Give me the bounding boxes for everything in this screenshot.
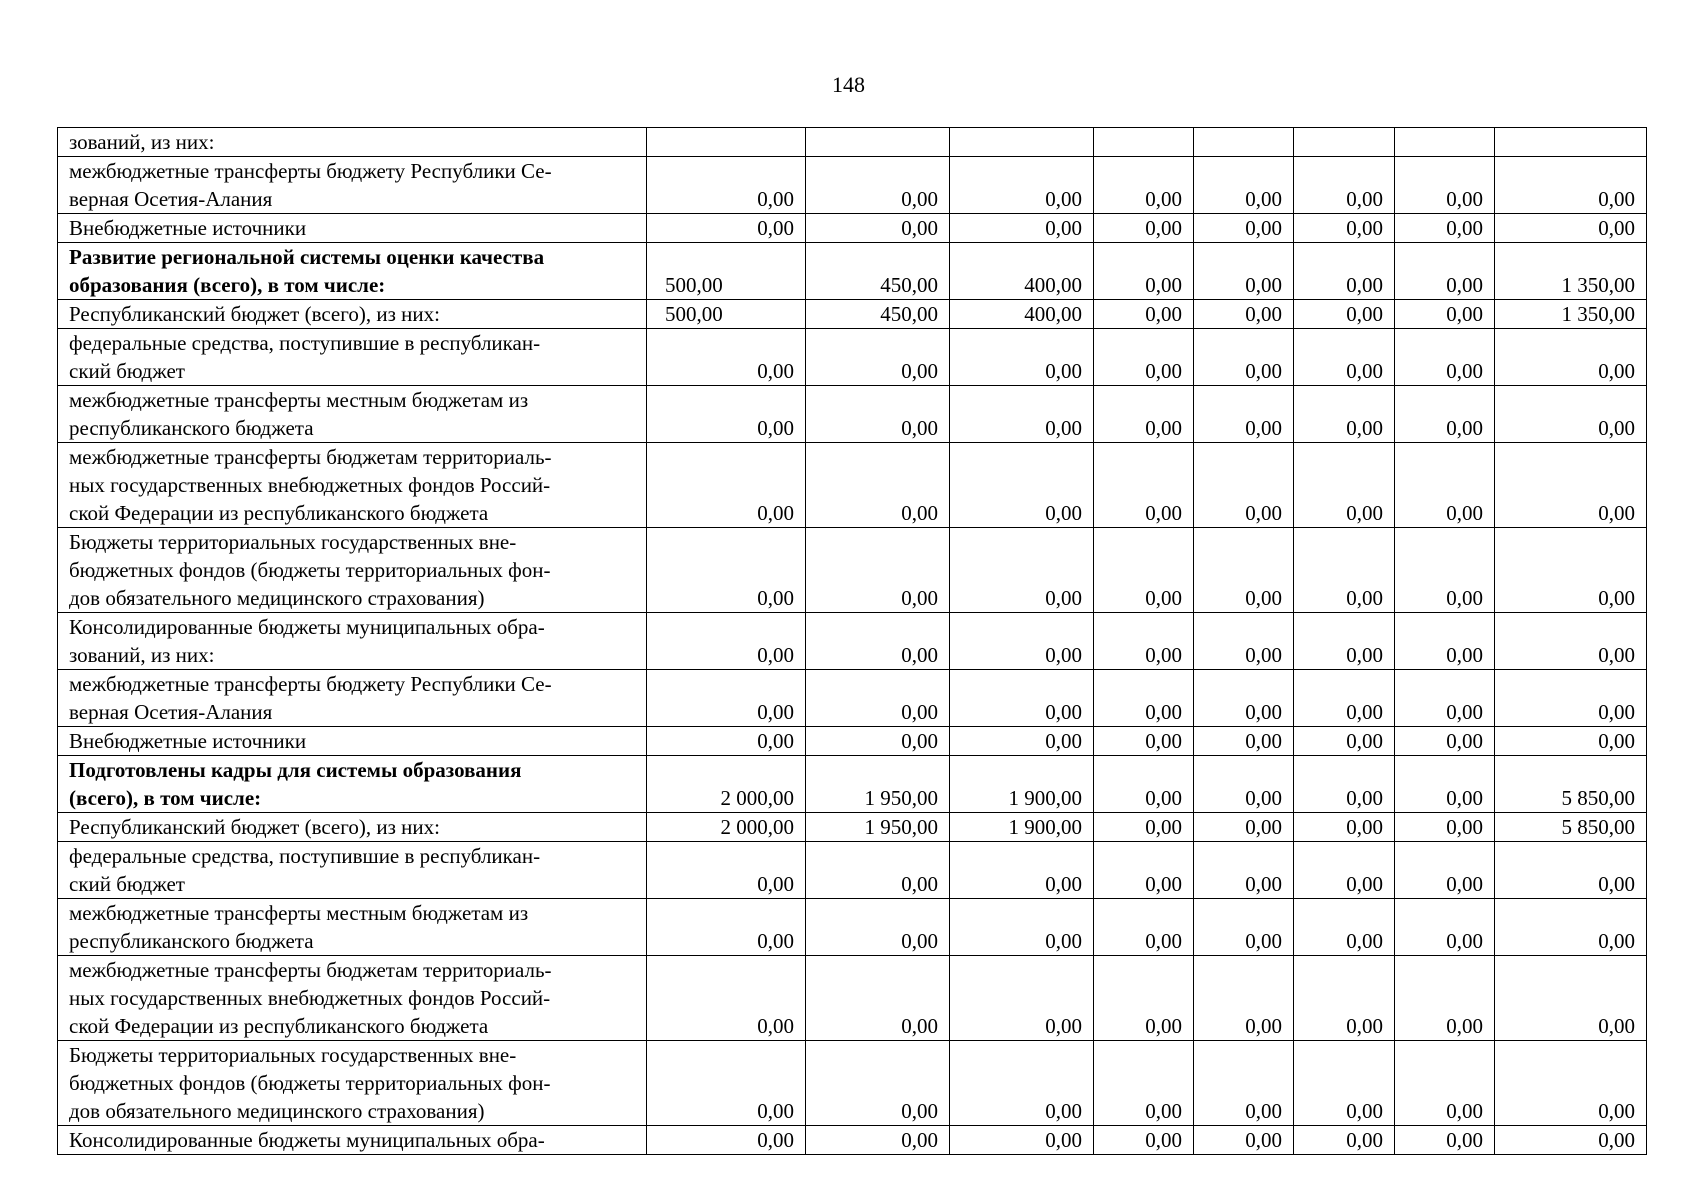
value-cell: 1 350,00 — [1495, 243, 1647, 300]
value-cell: 0,00 — [647, 329, 806, 386]
value-cell: 0,00 — [806, 443, 950, 528]
value-cell: 0,00 — [1395, 157, 1495, 214]
table-row — [58, 756, 1647, 813]
value-cell: 0,00 — [1294, 956, 1395, 1041]
value-cell — [950, 128, 1094, 157]
row-label: федеральные средства, поступившие в республикан- ский бюджет — [58, 842, 647, 899]
value-cell: 0,00 — [1395, 756, 1495, 813]
value-cell: 0,00 — [950, 528, 1094, 613]
value-cell: 0,00 — [1194, 443, 1294, 528]
table-row — [58, 727, 1647, 756]
value-cell: 0,00 — [1294, 727, 1395, 756]
value-cell: 0,00 — [806, 386, 950, 443]
value-cell: 0,00 — [1194, 613, 1294, 670]
value-cell: 0,00 — [647, 157, 806, 214]
value-cell: 0,00 — [647, 727, 806, 756]
value-cell: 1 350,00 — [1495, 300, 1647, 329]
row-label: Бюджеты территориальных государственных вне- бюджетных фондов (бюджеты территориальных фон- дов обязательного медицинского страхования) — [58, 1041, 647, 1126]
table-row — [58, 842, 1647, 899]
value-cell — [1495, 128, 1647, 157]
value-cell: 0,00 — [1194, 670, 1294, 727]
value-cell: 1 950,00 — [806, 813, 950, 842]
value-cell: 0,00 — [806, 1041, 950, 1126]
row-label: Бюджеты территориальных государственных вне- бюджетных фондов (бюджеты территориальных фон- дов обязательного медицинского страхования) — [58, 528, 647, 613]
table-row — [58, 386, 1647, 443]
row-label: межбюджетные трансферты бюджетам территориаль- ных государственных внебюджетных фондов Россий- ской Федерации из республиканского бюджета — [58, 443, 647, 528]
value-cell — [1194, 128, 1294, 157]
value-cell: 0,00 — [1495, 899, 1647, 956]
value-cell: 450,00 — [806, 300, 950, 329]
row-label: Подготовлены кадры для системы образования (всего), в том числе: — [58, 756, 647, 813]
value-cell: 0,00 — [1395, 443, 1495, 528]
value-cell: 0,00 — [1094, 1041, 1194, 1126]
value-cell: 0,00 — [1495, 214, 1647, 243]
value-cell: 0,00 — [1395, 386, 1495, 443]
value-cell: 0,00 — [1094, 613, 1194, 670]
row-label: Развитие региональной системы оценки качества образования (всего), в том числе: — [58, 243, 647, 300]
value-cell: 0,00 — [950, 1126, 1094, 1155]
value-cell: 0,00 — [1294, 842, 1395, 899]
value-cell: 0,00 — [1194, 842, 1294, 899]
value-cell: 0,00 — [647, 670, 806, 727]
table-row — [58, 813, 1647, 842]
value-cell: 0,00 — [647, 214, 806, 243]
value-cell: 0,00 — [806, 528, 950, 613]
value-cell: 0,00 — [1294, 214, 1395, 243]
value-cell: 0,00 — [1094, 1126, 1194, 1155]
page-number: 148 — [832, 72, 865, 97]
row-label: Внебюджетные источники — [58, 727, 647, 756]
value-cell: 0,00 — [1194, 756, 1294, 813]
value-cell: 0,00 — [1194, 1126, 1294, 1155]
value-cell: 0,00 — [647, 386, 806, 443]
row-label: федеральные средства, поступившие в республикан- ский бюджет — [58, 329, 647, 386]
table-row — [58, 443, 1647, 528]
value-cell: 0,00 — [806, 842, 950, 899]
value-cell: 0,00 — [1495, 329, 1647, 386]
value-cell: 0,00 — [1395, 613, 1495, 670]
value-cell: 0,00 — [647, 842, 806, 899]
value-cell: 0,00 — [1495, 528, 1647, 613]
row-label: Консолидированные бюджеты муниципальных обра- — [58, 1126, 647, 1155]
row-label: зований, из них: — [58, 128, 647, 157]
table-row — [58, 613, 1647, 670]
row-label: межбюджетные трансферты местным бюджетам из республиканского бюджета — [58, 386, 647, 443]
value-cell: 0,00 — [1395, 670, 1495, 727]
value-cell: 0,00 — [1395, 842, 1495, 899]
value-cell: 0,00 — [1294, 443, 1395, 528]
value-cell: 0,00 — [806, 670, 950, 727]
table-row — [58, 528, 1647, 613]
value-cell: 0,00 — [806, 157, 950, 214]
value-cell: 0,00 — [647, 956, 806, 1041]
value-cell: 0,00 — [950, 386, 1094, 443]
value-cell: 2 000,00 — [647, 813, 806, 842]
value-cell: 0,00 — [1094, 756, 1194, 813]
value-cell: 0,00 — [647, 443, 806, 528]
value-cell — [1395, 128, 1495, 157]
value-cell: 0,00 — [1094, 157, 1194, 214]
value-cell: 0,00 — [1495, 1041, 1647, 1126]
value-cell: 400,00 — [950, 300, 1094, 329]
value-cell: 0,00 — [1495, 727, 1647, 756]
value-cell: 0,00 — [1294, 1041, 1395, 1126]
value-cell: 0,00 — [806, 727, 950, 756]
value-cell: 0,00 — [1094, 329, 1194, 386]
value-cell: 0,00 — [1294, 613, 1395, 670]
table-row — [58, 329, 1647, 386]
value-cell: 0,00 — [1395, 214, 1495, 243]
value-cell: 1 950,00 — [806, 756, 950, 813]
row-label: Республиканский бюджет (всего), из них: — [58, 813, 647, 842]
value-cell: 0,00 — [1294, 528, 1395, 613]
value-cell: 0,00 — [806, 613, 950, 670]
table-row — [58, 899, 1647, 956]
value-cell: 0,00 — [1495, 157, 1647, 214]
value-cell: 0,00 — [806, 1126, 950, 1155]
value-cell: 500,00 — [647, 300, 806, 329]
value-cell: 0,00 — [950, 1041, 1094, 1126]
value-cell: 0,00 — [1395, 727, 1495, 756]
value-cell: 0,00 — [1094, 214, 1194, 243]
row-label: межбюджетные трансферты бюджетам территориаль- ных государственных внебюджетных фондов Россий- ской Федерации из республиканского бюджета — [58, 956, 647, 1041]
value-cell: 0,00 — [1194, 243, 1294, 300]
value-cell: 500,00 — [647, 243, 806, 300]
value-cell: 0,00 — [1294, 386, 1395, 443]
value-cell: 0,00 — [950, 727, 1094, 756]
value-cell: 0,00 — [1094, 443, 1194, 528]
table-row — [58, 128, 1647, 157]
value-cell: 0,00 — [806, 899, 950, 956]
value-cell: 0,00 — [1294, 1126, 1395, 1155]
value-cell: 0,00 — [1194, 813, 1294, 842]
value-cell: 0,00 — [950, 214, 1094, 243]
value-cell: 2 000,00 — [647, 756, 806, 813]
value-cell: 0,00 — [1194, 727, 1294, 756]
value-cell: 0,00 — [1194, 528, 1294, 613]
value-cell: 0,00 — [950, 329, 1094, 386]
value-cell: 0,00 — [1294, 157, 1395, 214]
value-cell: 0,00 — [1094, 243, 1194, 300]
value-cell: 0,00 — [647, 613, 806, 670]
value-cell: 0,00 — [950, 956, 1094, 1041]
value-cell: 0,00 — [1294, 329, 1395, 386]
value-cell: 0,00 — [647, 899, 806, 956]
value-cell: 0,00 — [1395, 300, 1495, 329]
budget-table — [57, 127, 1647, 1155]
value-cell: 0,00 — [1395, 329, 1495, 386]
value-cell: 0,00 — [1495, 613, 1647, 670]
value-cell: 0,00 — [806, 956, 950, 1041]
value-cell: 400,00 — [950, 243, 1094, 300]
table-row — [58, 157, 1647, 214]
value-cell — [1294, 128, 1395, 157]
value-cell: 0,00 — [1194, 300, 1294, 329]
row-label: межбюджетные трансферты бюджету Республики Се- верная Осетия-Алания — [58, 157, 647, 214]
value-cell: 0,00 — [1094, 842, 1194, 899]
value-cell: 0,00 — [1094, 956, 1194, 1041]
value-cell: 0,00 — [1194, 1041, 1294, 1126]
value-cell: 450,00 — [806, 243, 950, 300]
value-cell: 0,00 — [806, 329, 950, 386]
value-cell — [1094, 128, 1194, 157]
value-cell: 5 850,00 — [1495, 756, 1647, 813]
row-label: Внебюджетные источники — [58, 214, 647, 243]
value-cell: 0,00 — [1094, 528, 1194, 613]
value-cell: 1 900,00 — [950, 756, 1094, 813]
value-cell: 0,00 — [950, 157, 1094, 214]
value-cell: 0,00 — [1395, 899, 1495, 956]
value-cell: 0,00 — [950, 899, 1094, 956]
value-cell: 0,00 — [1395, 956, 1495, 1041]
value-cell: 0,00 — [1294, 300, 1395, 329]
row-label: межбюджетные трансферты бюджету Республики Се- верная Осетия-Алания — [58, 670, 647, 727]
row-label: Консолидированные бюджеты муниципальных обра- зований, из них: — [58, 613, 647, 670]
value-cell: 0,00 — [1495, 1126, 1647, 1155]
value-cell: 0,00 — [1395, 813, 1495, 842]
value-cell: 5 850,00 — [1495, 813, 1647, 842]
value-cell: 0,00 — [1495, 956, 1647, 1041]
value-cell: 0,00 — [1395, 1126, 1495, 1155]
value-cell: 0,00 — [1194, 214, 1294, 243]
table-row — [58, 214, 1647, 243]
value-cell: 0,00 — [647, 528, 806, 613]
value-cell: 0,00 — [1094, 727, 1194, 756]
value-cell: 0,00 — [1495, 386, 1647, 443]
row-label: Республиканский бюджет (всего), из них: — [58, 300, 647, 329]
value-cell: 0,00 — [1094, 813, 1194, 842]
value-cell: 0,00 — [1094, 670, 1194, 727]
value-cell: 0,00 — [1194, 899, 1294, 956]
value-cell: 0,00 — [1395, 528, 1495, 613]
value-cell: 0,00 — [806, 214, 950, 243]
table-row — [58, 1041, 1647, 1126]
table-body — [58, 128, 1647, 1155]
table-row — [58, 300, 1647, 329]
value-cell: 0,00 — [1194, 157, 1294, 214]
value-cell: 0,00 — [1294, 899, 1395, 956]
table-row — [58, 243, 1647, 300]
value-cell: 0,00 — [1194, 386, 1294, 443]
value-cell: 0,00 — [1395, 243, 1495, 300]
value-cell: 0,00 — [950, 443, 1094, 528]
value-cell: 0,00 — [1495, 842, 1647, 899]
value-cell: 0,00 — [1094, 300, 1194, 329]
value-cell: 0,00 — [647, 1126, 806, 1155]
value-cell: 0,00 — [1294, 813, 1395, 842]
table-row — [58, 670, 1647, 727]
value-cell: 0,00 — [1495, 443, 1647, 528]
table-row — [58, 1126, 1647, 1155]
value-cell: 0,00 — [1395, 1041, 1495, 1126]
value-cell: 0,00 — [1094, 386, 1194, 443]
value-cell: 0,00 — [950, 670, 1094, 727]
value-cell: 1 900,00 — [950, 813, 1094, 842]
row-label: межбюджетные трансферты местным бюджетам из республиканского бюджета — [58, 899, 647, 956]
value-cell: 0,00 — [1194, 956, 1294, 1041]
value-cell: 0,00 — [1294, 756, 1395, 813]
table-row — [58, 956, 1647, 1041]
value-cell: 0,00 — [1495, 670, 1647, 727]
value-cell: 0,00 — [1294, 670, 1395, 727]
value-cell — [806, 128, 950, 157]
value-cell: 0,00 — [1094, 899, 1194, 956]
value-cell — [647, 128, 806, 157]
value-cell: 0,00 — [950, 842, 1094, 899]
value-cell: 0,00 — [1294, 243, 1395, 300]
value-cell: 0,00 — [950, 613, 1094, 670]
value-cell: 0,00 — [1194, 329, 1294, 386]
value-cell: 0,00 — [647, 1041, 806, 1126]
